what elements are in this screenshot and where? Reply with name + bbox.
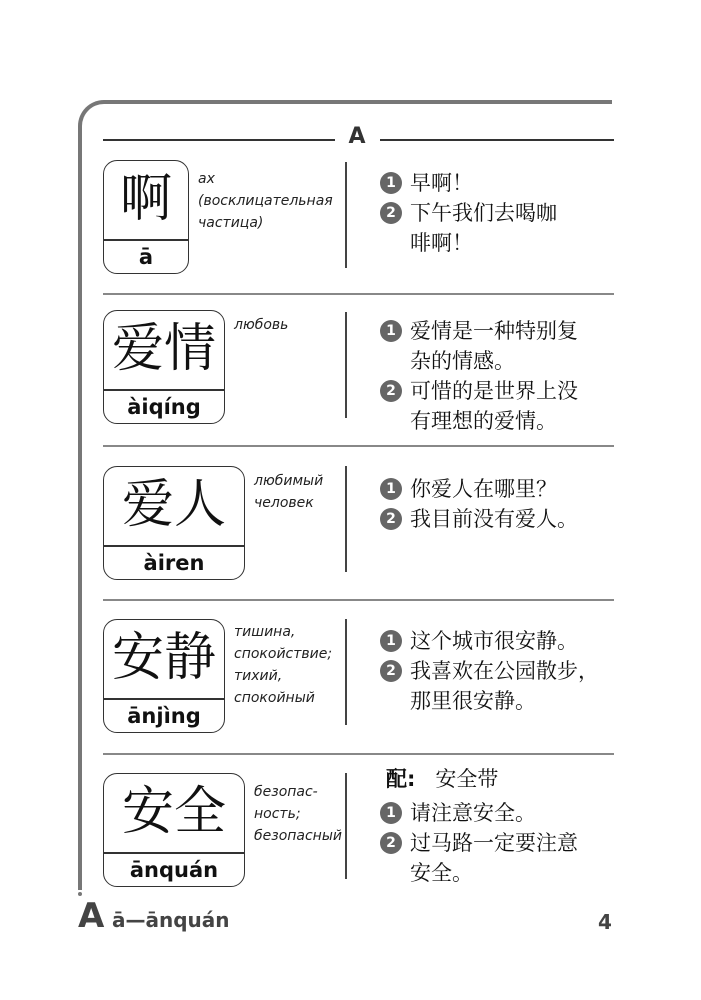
example-item bbox=[380, 798, 578, 828]
column-divider bbox=[345, 773, 347, 879]
entry-separator bbox=[103, 293, 614, 295]
example-item bbox=[380, 316, 578, 376]
translation-line: тишина, bbox=[234, 624, 296, 640]
examples bbox=[380, 316, 578, 436]
example-text: 爱情是一种特别复 bbox=[410, 319, 578, 343]
word-pinyin: ā bbox=[138, 245, 154, 269]
section-rule-right bbox=[380, 139, 614, 141]
examples bbox=[380, 626, 599, 716]
word-translation bbox=[254, 781, 342, 847]
example-text: 啡啊！ bbox=[410, 231, 473, 255]
word-card bbox=[103, 466, 245, 580]
example-number: 1 bbox=[380, 320, 402, 342]
translation-line: (восклицательная bbox=[198, 193, 333, 209]
translation-line: любимый bbox=[254, 473, 324, 489]
column-divider bbox=[345, 162, 347, 268]
example-text: 那里很安静。 bbox=[410, 689, 536, 713]
example-text: 过马路一定要注意 bbox=[410, 831, 578, 855]
section-rule-left bbox=[103, 139, 335, 141]
translation-line: ность; bbox=[254, 806, 301, 822]
example-number: 2 bbox=[380, 380, 402, 402]
word-pinyin: àiqíng bbox=[127, 395, 201, 419]
example-number: 2 bbox=[380, 508, 402, 530]
translation-line: любовь bbox=[234, 317, 289, 333]
example-text: 这个城市很安静。 bbox=[410, 629, 578, 653]
translation-line: частица) bbox=[198, 215, 264, 231]
example-number: 1 bbox=[380, 172, 402, 194]
examples bbox=[380, 764, 578, 888]
entry-separator bbox=[103, 599, 614, 601]
collocation-value: 安全带 bbox=[435, 767, 499, 791]
example-number: 2 bbox=[380, 202, 402, 224]
translation-line: спокойствие; bbox=[234, 646, 333, 662]
example-text: 我目前没有爱人。 bbox=[410, 507, 578, 531]
word-translation bbox=[234, 621, 332, 709]
example-text: 请注意安全。 bbox=[410, 801, 536, 825]
collocation-label: 配: bbox=[386, 767, 416, 791]
word-translation bbox=[198, 168, 333, 234]
entry-separator bbox=[103, 445, 614, 447]
page-frame-left bbox=[78, 130, 82, 890]
translation-line: человек bbox=[254, 495, 314, 511]
example-item bbox=[380, 198, 557, 258]
word-hanzi: 安静 bbox=[111, 628, 216, 688]
column-divider bbox=[345, 466, 347, 572]
example-text: 安全。 bbox=[410, 861, 473, 885]
example-text: 可惜的是世界上没 bbox=[410, 379, 578, 403]
word-pinyin: ānjìng bbox=[127, 704, 201, 728]
word-card bbox=[103, 310, 225, 424]
example-text: 有理想的爱情。 bbox=[410, 409, 557, 433]
example-item bbox=[380, 504, 578, 534]
example-item bbox=[380, 376, 578, 436]
translation-line: тихий, bbox=[234, 668, 283, 684]
example-number: 2 bbox=[380, 832, 402, 854]
word-hanzi: 爱情 bbox=[111, 319, 216, 379]
translation-line: безопас- bbox=[254, 784, 318, 800]
word-translation bbox=[254, 470, 323, 514]
word-card bbox=[103, 619, 225, 733]
example-text: 下午我们去喝咖 bbox=[410, 201, 557, 225]
example-text: 早啊！ bbox=[410, 171, 473, 195]
example-item bbox=[380, 828, 578, 888]
translation-line: безопасный bbox=[254, 828, 342, 844]
example-item bbox=[380, 168, 557, 198]
example-item bbox=[380, 656, 599, 716]
example-item bbox=[380, 474, 578, 504]
footer-section-letter: A bbox=[78, 896, 105, 936]
word-hanzi: 啊 bbox=[119, 169, 172, 229]
example-text: 我喜欢在公园散步， bbox=[410, 659, 599, 683]
word-hanzi: 爱人 bbox=[121, 475, 226, 535]
translation-line: ах bbox=[198, 171, 215, 187]
translation-line: спокойный bbox=[234, 690, 315, 706]
example-text: 你爱人在哪里？ bbox=[410, 477, 557, 501]
word-pinyin: àiren bbox=[143, 551, 205, 575]
example-text: 杂的情感。 bbox=[410, 349, 515, 373]
examples bbox=[380, 168, 557, 258]
example-number: 2 bbox=[380, 660, 402, 682]
word-card bbox=[103, 773, 245, 887]
page-number: 4 bbox=[598, 910, 612, 934]
example-number: 1 bbox=[380, 630, 402, 652]
word-pinyin: ānquán bbox=[129, 858, 219, 882]
example-number: 1 bbox=[380, 478, 402, 500]
column-divider bbox=[345, 619, 347, 725]
collocation bbox=[386, 764, 578, 794]
example-item bbox=[380, 626, 599, 656]
footer-word-range: ā—ānquán bbox=[112, 908, 230, 932]
example-number: 1 bbox=[380, 802, 402, 824]
word-card bbox=[103, 160, 189, 274]
entry-separator bbox=[103, 753, 614, 755]
column-divider bbox=[345, 312, 347, 418]
word-translation bbox=[234, 314, 288, 336]
word-hanzi: 安全 bbox=[121, 782, 226, 842]
section-letter: A bbox=[348, 124, 366, 149]
examples bbox=[380, 474, 578, 534]
